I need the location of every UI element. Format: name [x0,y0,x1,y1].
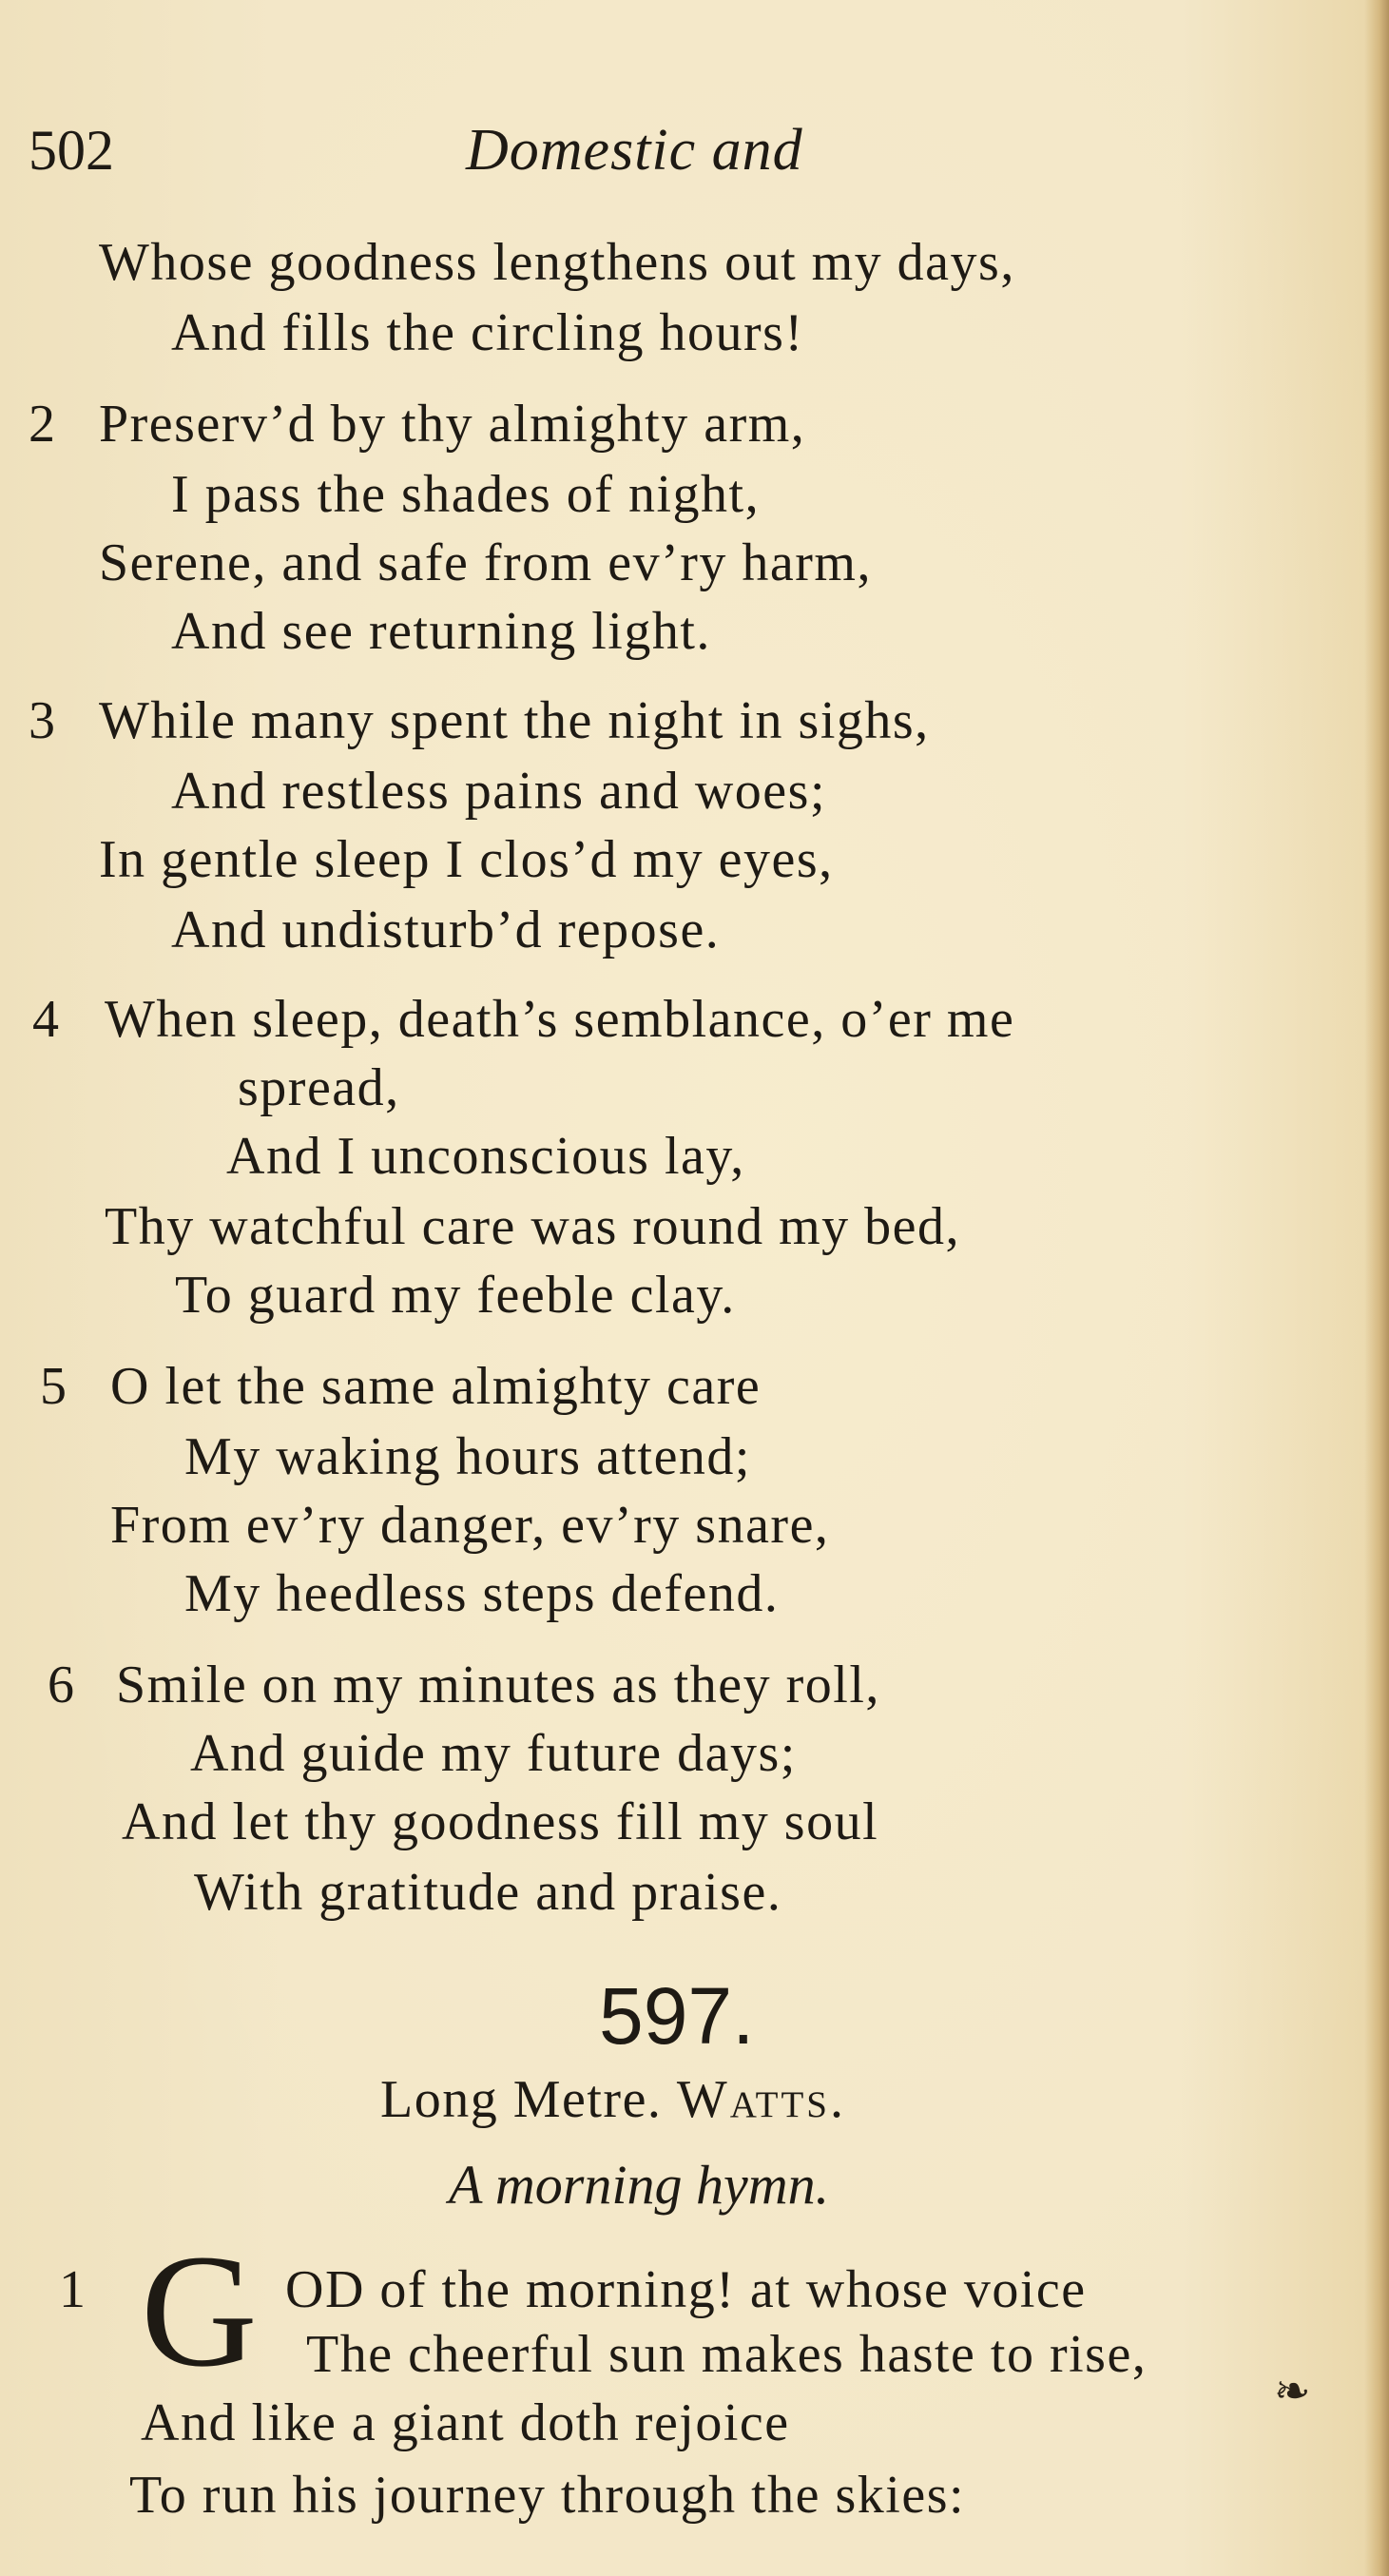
hymn-line: My waking hours attend; [184,1427,751,1486]
hymn-line: And see returning light. [171,602,711,661]
hymn-meter [380,2065,846,2134]
leaf-ornament-icon: ❧ [1274,2367,1311,2415]
hymn-line: And fills the circling hours! [171,303,804,362]
verse-number: 2 [29,395,55,454]
page-edge-shadow [1364,0,1389,2576]
hymn-line: Smile on my minutes as they roll, [116,1656,880,1714]
hymn-line: With gratitude and praise. [194,1863,782,1922]
hymn-line: Serene, and safe from ev’ry harm, [99,533,872,592]
hymn-line: To guard my feeble clay. [175,1266,736,1325]
verse-number: 5 [40,1357,67,1416]
hymn-line: While many spent the night in sighs, [99,691,930,750]
hymn-line: My heedless steps defend. [184,1564,780,1623]
hymn-author: Watts. [676,2070,846,2129]
hymn-line: To run his journey through the skies: [129,2466,966,2525]
hymn-line: And like a giant doth rejoice [141,2393,790,2452]
hymn-line: Whose goodness lengthens out my days, [99,233,1015,292]
page-number: 502 [29,119,114,182]
hymn-line: In gentle sleep I clos’d my eyes, [99,830,834,889]
hymn-line: And guide my future days; [190,1724,797,1783]
hymn-number: 597. [599,1971,755,2061]
hymn-line: From ev’ry danger, ev’ry snare, [110,1496,830,1555]
meter-label: Long Metre. [380,2070,663,2129]
hymn-line: And undisturb’d repose. [171,901,721,959]
hymn-line: And let thy goodness fill my soul [122,1792,879,1851]
drop-cap: G [141,2221,258,2400]
hymn-line: When sleep, death’s semblance, o’er me [105,990,1015,1049]
hymn-line: Preserv’d by thy almighty arm, [99,395,806,454]
hymn-line: O let the same almighty care [110,1357,762,1416]
running-head: Domestic and [466,118,803,183]
hymn-line: OD of the morning! at whose voice [285,2260,1087,2319]
hymn-line: And restless pains and woes; [171,762,827,821]
hymn-line: Thy watchful care was round my bed, [105,1197,960,1256]
hymn-title: A morning hymn. [449,2154,830,2216]
hymn-line: And I unconscious lay, [226,1127,745,1186]
page-header [29,112,1264,188]
verse-number: 4 [32,990,59,1049]
hymn-line: The cheerful sun makes haste to rise, [306,2325,1148,2384]
verse-number: 6 [48,1656,74,1714]
verse-number: 3 [29,691,55,750]
verse-number: 1 [59,2260,86,2319]
hymn-line: spread, [238,1058,400,1117]
hymn-line: I pass the shades of night, [171,465,761,524]
